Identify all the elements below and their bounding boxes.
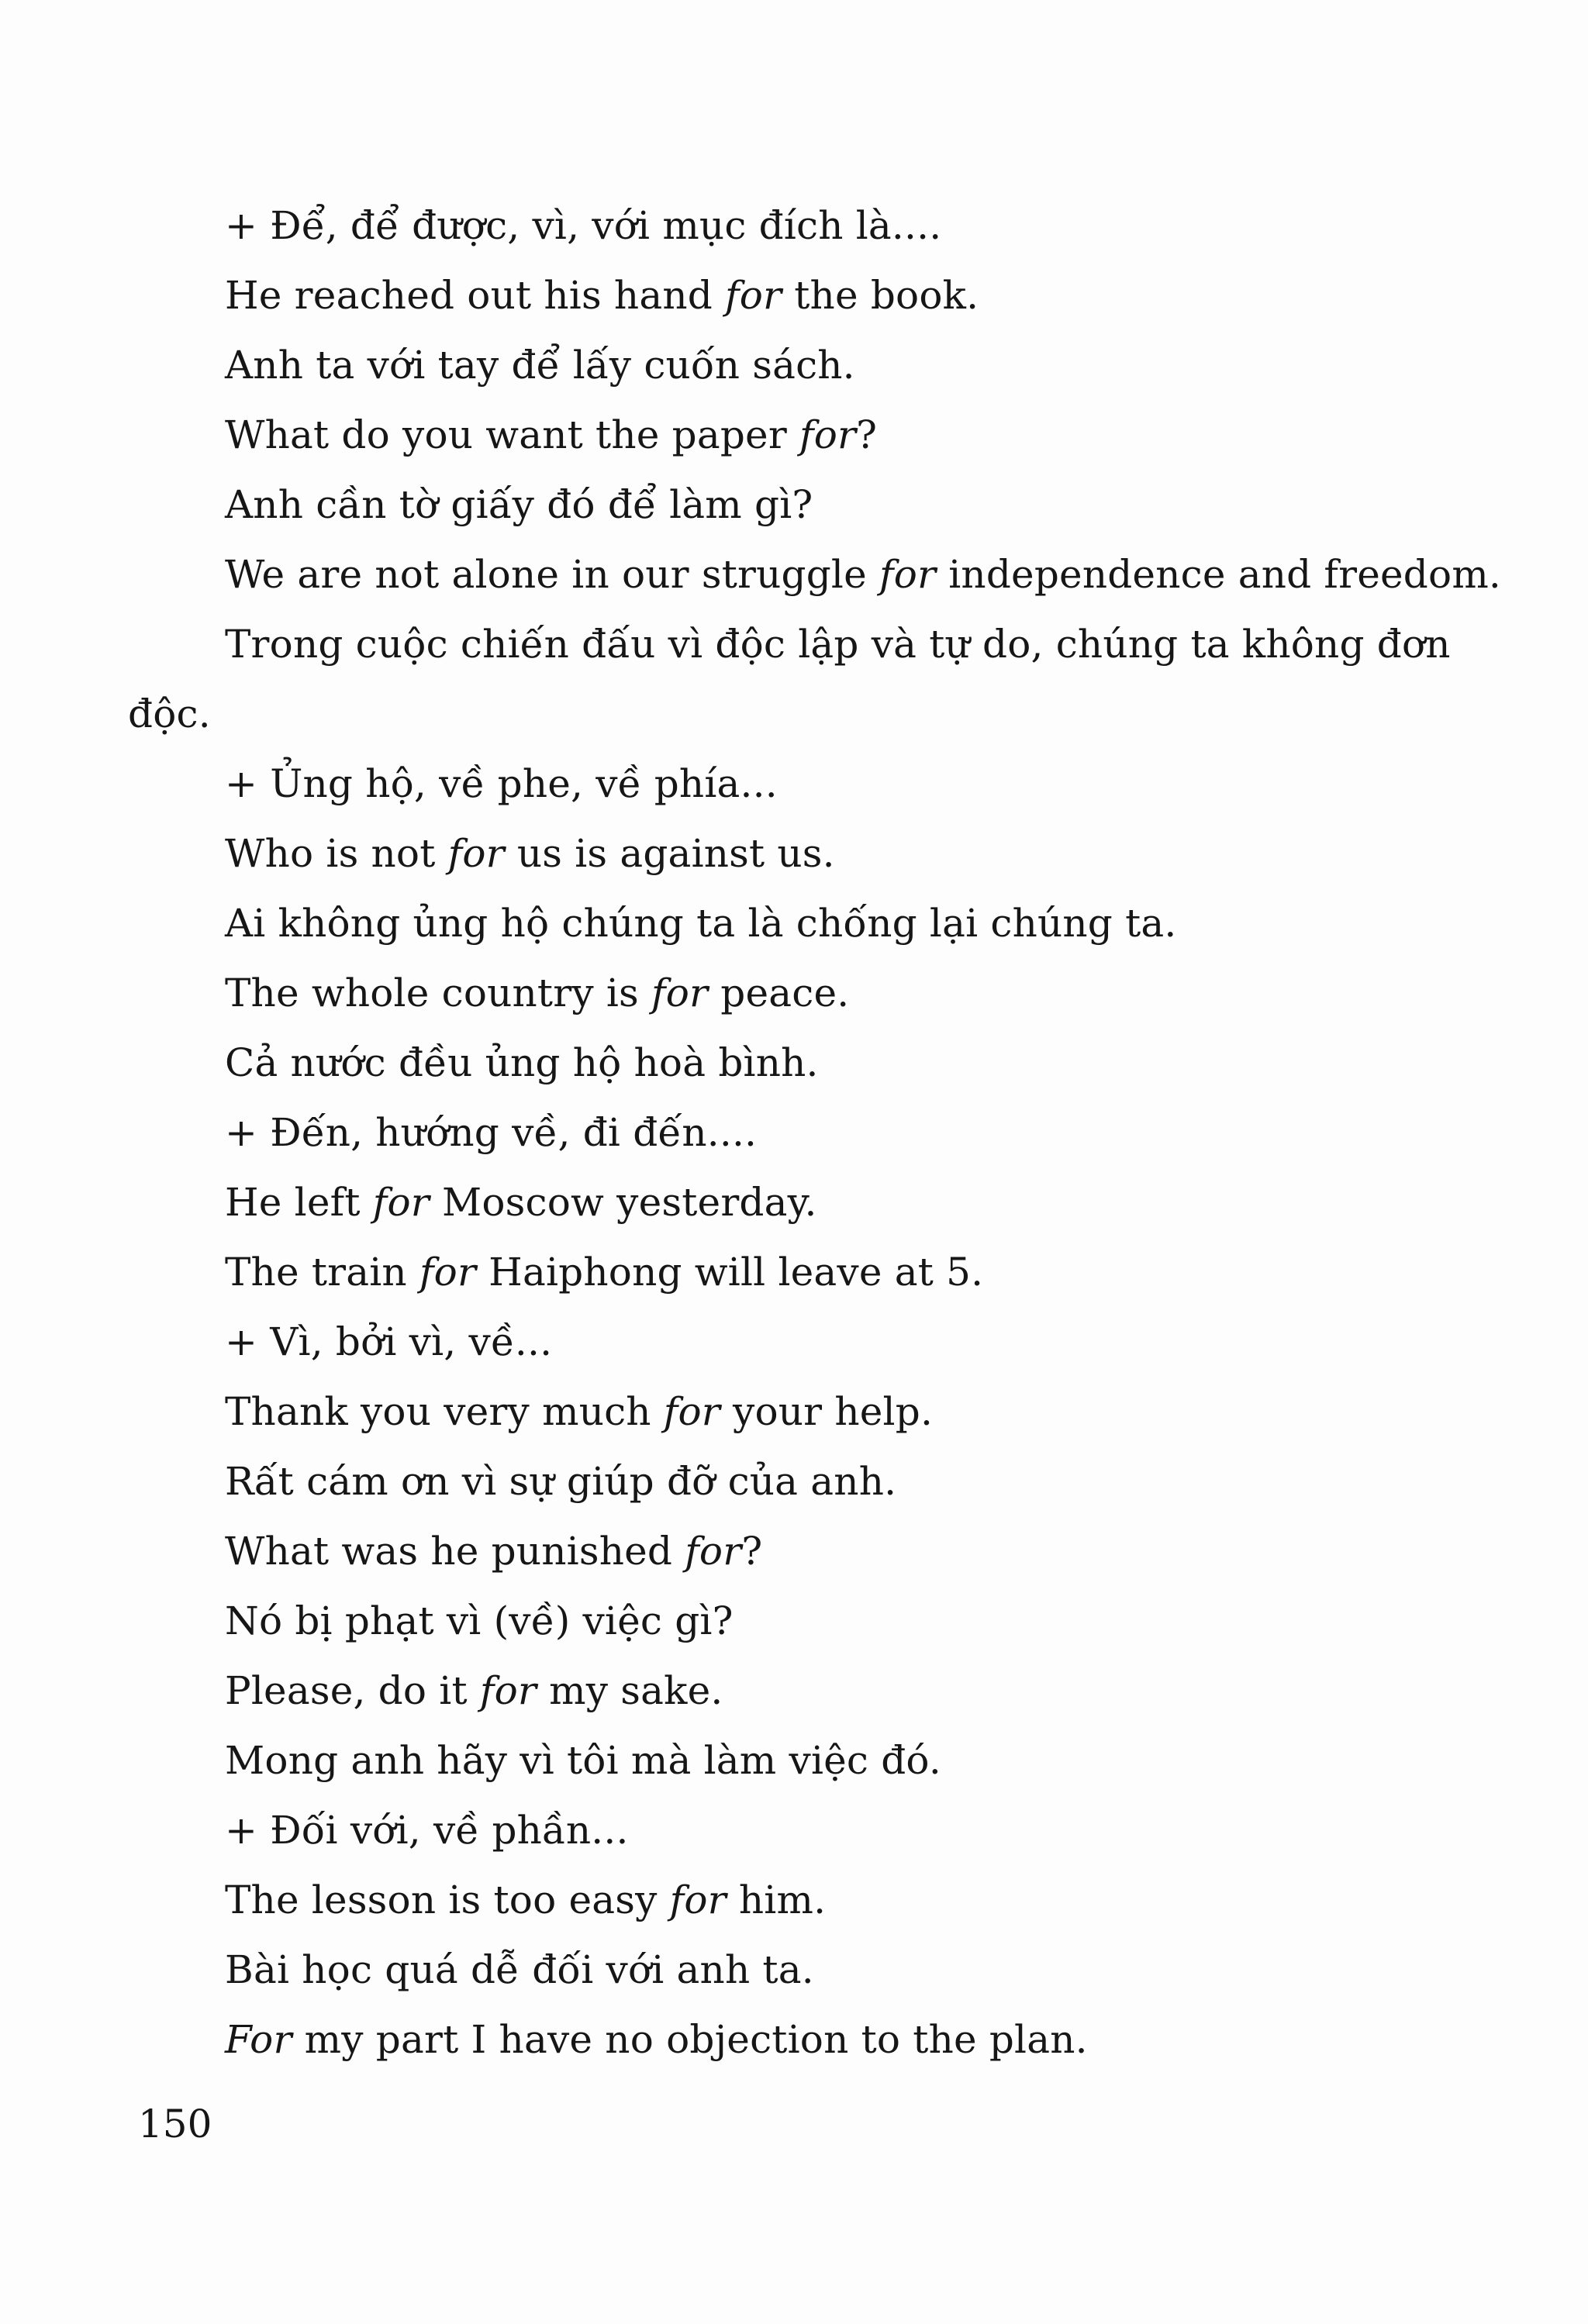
text-run: peace. [708,971,850,1015]
text-run: Mong anh hãy vì tôi mà làm việc đó. [225,1738,941,1783]
text-run: The lesson is too easy [225,1877,670,1922]
text-line [225,1446,1481,1516]
text-run: Cả nước đều ủng hộ hoà bình. [225,1040,819,1085]
text-run: We are not alone in our struggle [225,552,880,597]
emphasis-run: for [879,552,937,597]
text-line [225,1795,1481,1865]
emphasis-run: for [372,1180,430,1225]
text-run: ? [741,1529,763,1574]
text-line [128,679,1481,749]
text-run: independence and freedom. [936,552,1502,597]
text-line [225,1098,1481,1167]
text-run: + Đối với, về phần... [225,1808,629,1853]
text-line [225,958,1481,1028]
text-run: Bài học quá dễ đối với anh ta. [225,1947,814,1992]
emphasis-run: for [799,412,857,457]
text-line [225,1656,1481,1726]
emphasis-run: for [685,1529,742,1574]
text-line [225,2005,1481,2074]
text-run: Haiphong will leave at 5. [476,1250,984,1295]
text-line [225,1377,1481,1446]
text-line [225,260,1481,330]
text-run: + Đến, hướng về, đi đến.... [225,1110,758,1155]
text-line [225,1935,1481,2005]
text-line [225,540,1502,609]
text-line [225,1307,1481,1377]
text-line [225,1516,1481,1586]
text-run: độc. [128,691,211,736]
text-line [225,400,1481,470]
text-run: Please, do it [225,1668,480,1713]
emphasis-run: for [669,1877,727,1922]
emphasis-run: For [225,2017,292,2062]
text-run: Who is not [225,831,448,876]
emphasis-run: for [447,831,505,876]
text-run: He left [225,1180,373,1225]
text-run: your help. [720,1389,934,1434]
text-line [225,1586,1481,1656]
text-line [225,888,1481,958]
text-run: What was he punished [225,1529,685,1574]
text-line [225,191,1481,260]
text-run: Rất cám ơn vì sự giúp đỡ của anh. [225,1459,897,1504]
page-number: 150 [138,2102,212,2146]
text-run: Thank you very much [225,1389,664,1434]
text-line [225,1028,1481,1098]
emphasis-run: for [663,1389,720,1434]
text-line [225,1726,1481,1795]
text-run: him. [726,1877,827,1922]
text-run: Moscow yesterday. [429,1180,817,1225]
text-run: my part I have no objection to the plan. [292,2017,1088,2062]
text-run: Nó bị phạt vì (về) việc gì? [225,1598,734,1643]
text-run: + Để, để được, vì, với mục đích là.... [225,203,942,248]
text-run: Ai không ủng hộ chúng ta là chống lại chúng ta. [225,901,1177,946]
text-run: my sake. [536,1668,723,1713]
text-run: us is against us. [504,831,835,876]
text-line [225,609,1481,679]
text-line [225,330,1481,400]
text-run: He reached out his hand [225,273,726,318]
text-line [225,470,1481,540]
emphasis-run: for [479,1668,537,1713]
text-line [225,819,1481,888]
text-run: The train [225,1250,419,1295]
text-run: Anh cần tờ giấy đó để làm gì? [225,482,813,527]
text-line [225,1237,1481,1307]
text-run: Anh ta với tay để lấy cuốn sách. [225,343,855,388]
text-run: the book. [782,273,979,318]
text-run: Trong cuộc chiến đấu vì độc lập và tự do, chúng ta không đơn [225,622,1451,667]
text-run: + Vì, bởi vì, về... [225,1319,553,1364]
text-line [225,1167,1481,1237]
text-line [225,1865,1481,1935]
text-run: + Ủng hộ, về phe, về phía... [225,761,778,806]
text-body [128,191,1502,2074]
text-run: ? [856,412,878,457]
emphasis-run: for [419,1250,477,1295]
text-run: The whole country is [225,971,652,1015]
text-line [225,749,1481,819]
emphasis-run: for [651,971,709,1015]
emphasis-run: for [725,273,782,318]
text-run: What do you want the paper [225,412,800,457]
